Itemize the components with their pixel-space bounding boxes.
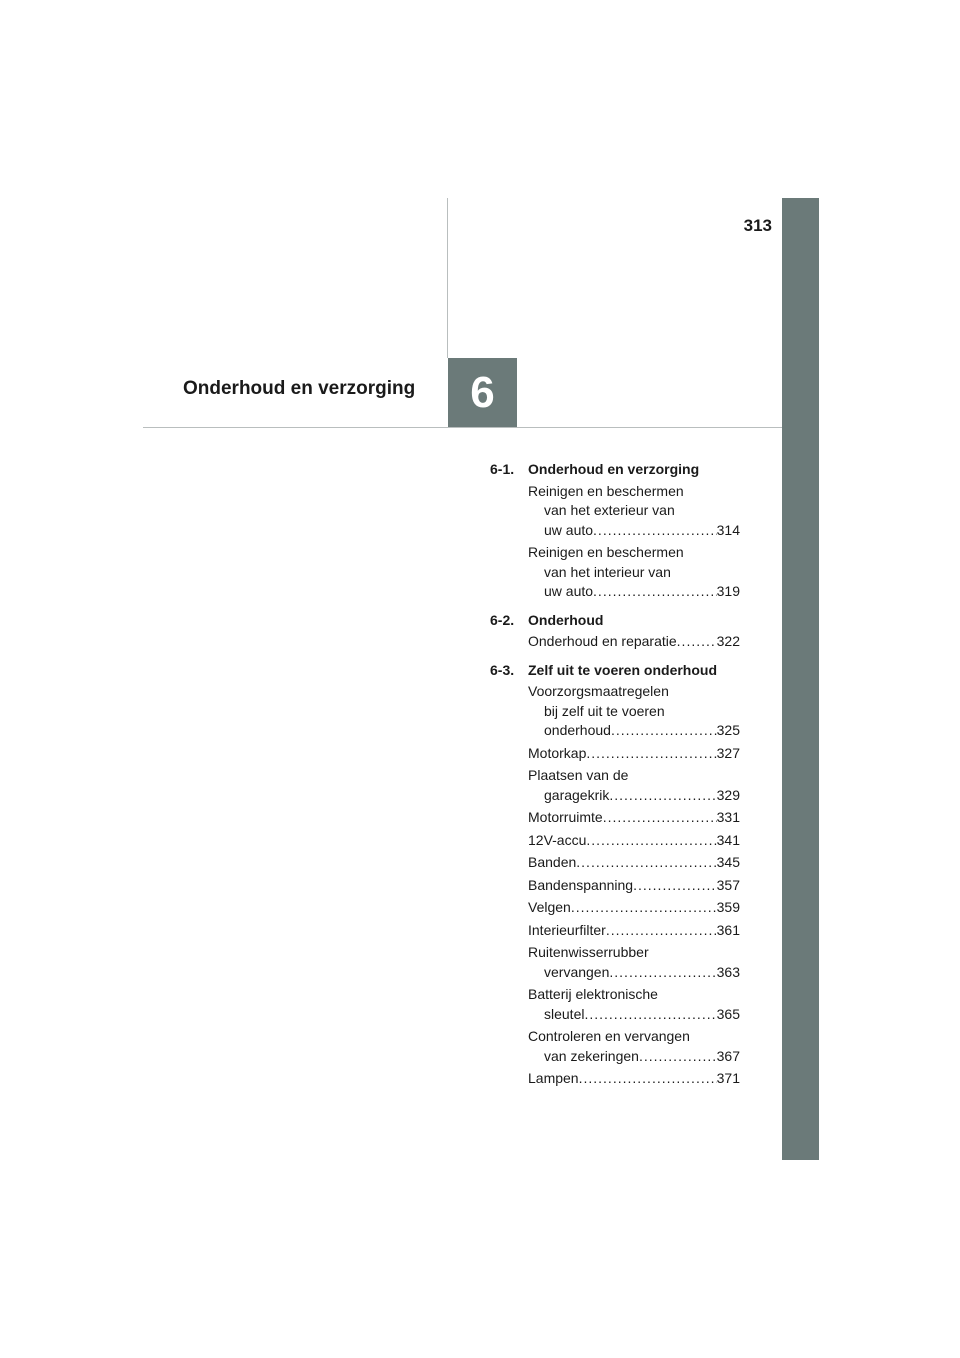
page-number: 313: [743, 216, 772, 235]
toc-entry-line: uw auto: [544, 521, 594, 538]
dot-leader: [611, 721, 717, 741]
toc-entry-line: vervangen: [544, 963, 610, 980]
toc-entry[interactable]: [528, 632, 740, 652]
table-of-contents: [490, 460, 740, 1089]
toc-entry-page: 314: [716, 521, 740, 538]
vertical-divider: [447, 198, 448, 358]
toc-entry[interactable]: [528, 482, 740, 541]
toc-entry[interactable]: [528, 808, 740, 828]
toc-entry-page: 325: [716, 722, 740, 738]
toc-entry-line: Banden: [528, 854, 577, 870]
toc-entry-leader-row: [528, 921, 740, 941]
toc-entry-line: Motorkap: [528, 744, 587, 761]
toc-entry-line: sleutel: [544, 1005, 585, 1022]
toc-entry-line: 12V-accu: [528, 831, 587, 848]
dot-leader: [603, 808, 717, 828]
toc-entry-leader-row: [528, 721, 740, 741]
dot-leader: [606, 921, 717, 941]
toc-section-title: Onderhoud en verzorging: [528, 461, 700, 477]
toc-entry-page: 345: [716, 854, 740, 870]
toc-entry-line: Lampen: [528, 1070, 579, 1086]
toc-entry[interactable]: [528, 766, 740, 805]
toc-entry-page: 371: [716, 1070, 740, 1086]
toc-entry-line: Voorzorgsmaatregelen: [528, 683, 669, 699]
toc-entry-leader-row: [528, 898, 740, 918]
toc-entry[interactable]: [528, 985, 740, 1024]
toc-entry-line: Ruitenwisserrubber: [528, 944, 649, 960]
toc-entry-page: 341: [716, 831, 740, 848]
toc-entry-page: 331: [716, 809, 740, 825]
toc-section: [490, 661, 740, 1089]
dot-leader: [586, 831, 716, 851]
toc-entry-leader-row: [528, 744, 740, 764]
toc-entry-line: garagekrik: [544, 786, 610, 803]
toc-entry-leader-row: [528, 786, 740, 806]
dot-leader: [593, 582, 717, 602]
toc-entry-leader-row: [528, 1005, 740, 1025]
toc-entry[interactable]: [528, 543, 740, 602]
toc-entry-leader-row: [528, 632, 740, 652]
toc-entry-leader-row: [528, 963, 740, 983]
toc-entry-leader-row: [528, 853, 740, 873]
dot-leader: [609, 963, 716, 983]
dot-leader: [584, 1005, 716, 1025]
toc-entry-page: 361: [716, 921, 740, 938]
toc-entry-line: onderhoud: [544, 722, 611, 738]
toc-section-heading[interactable]: [490, 460, 740, 480]
dot-leader: [633, 876, 717, 896]
toc-entry-page: 367: [716, 1047, 740, 1064]
dot-leader: [579, 1069, 717, 1089]
toc-entry[interactable]: [528, 853, 740, 873]
toc-entry-line: Reinigen en beschermen: [528, 482, 684, 499]
toc-entry-line: van zekeringen: [544, 1047, 639, 1064]
toc-entry-line: Bandenspanning: [528, 876, 634, 893]
toc-entry-page: 357: [716, 876, 740, 893]
toc-entry-leader-row: [528, 808, 740, 828]
chapter-number: 6: [470, 368, 495, 417]
chapter-title: Onderhoud en verzorging: [183, 378, 416, 399]
dot-leader: [571, 898, 717, 918]
toc-entry[interactable]: [528, 898, 740, 918]
toc-section-title: Onderhoud: [528, 611, 604, 628]
toc-entry-page: 319: [716, 583, 740, 599]
toc-entry-leader-row: [528, 876, 740, 896]
toc-section: [490, 460, 740, 602]
toc-entry[interactable]: [528, 876, 740, 896]
toc-entry-line: Onderhoud en reparatie: [528, 633, 677, 649]
toc-entry-line: Reinigen en beschermen: [528, 544, 684, 560]
dot-leader: [609, 786, 716, 806]
toc-entry-page: 327: [716, 744, 740, 761]
toc-entry-line: Batterij elektronische: [528, 986, 658, 1002]
toc-section-number: 6-1.: [490, 461, 515, 477]
toc-entry-page: 322: [716, 633, 740, 649]
toc-entry-leader-row: [528, 582, 740, 602]
dot-leader: [677, 632, 717, 652]
toc-entry[interactable]: [528, 1069, 740, 1089]
toc-entry-line: Controleren en vervangen: [528, 1028, 690, 1044]
toc-entry-line: van het exterieur van: [544, 502, 675, 518]
toc-entry-line: uw auto: [544, 583, 594, 599]
toc-entry-leader-row: [528, 1069, 740, 1089]
toc-section-number: 6-3.: [490, 661, 515, 678]
toc-entry-page: 365: [716, 1005, 740, 1022]
toc-entry-leader-row: [528, 521, 740, 541]
toc-entry-leader-row: [528, 1047, 740, 1067]
toc-entry[interactable]: [528, 682, 740, 741]
dot-leader: [576, 853, 716, 873]
toc-entry[interactable]: [528, 1027, 740, 1066]
toc-section-number: 6-2.: [490, 611, 515, 628]
toc-section-heading[interactable]: [490, 611, 740, 631]
toc-entry-line: bij zelf uit te voeren: [544, 702, 665, 719]
toc-entry-line: Interieurfilter: [528, 921, 606, 938]
toc-entry[interactable]: [528, 921, 740, 941]
dot-leader: [593, 521, 717, 541]
chapter-number-box: [448, 358, 517, 428]
toc-entry-line: van het interieur van: [544, 563, 671, 580]
toc-entry-line: Motorruimte: [528, 809, 603, 825]
dot-leader: [639, 1047, 717, 1067]
toc-entry-line: Velgen: [528, 899, 571, 915]
toc-section-title: Zelf uit te voeren onderhoud: [528, 661, 718, 678]
chapter-side-tab: [782, 198, 819, 1160]
toc-entry[interactable]: [528, 831, 740, 851]
toc-entry-page: 363: [716, 963, 740, 980]
toc-entry-page: 329: [716, 786, 740, 803]
toc-entry-leader-row: [528, 831, 740, 851]
toc-section: [490, 611, 740, 652]
toc-entry-line: Plaatsen van de: [528, 767, 629, 783]
dot-leader: [586, 744, 716, 764]
toc-entry[interactable]: [528, 943, 740, 982]
toc-entry-page: 359: [716, 899, 740, 915]
toc-section-heading[interactable]: [490, 661, 740, 681]
toc-entry[interactable]: [528, 744, 740, 764]
horizontal-divider: [143, 427, 782, 428]
